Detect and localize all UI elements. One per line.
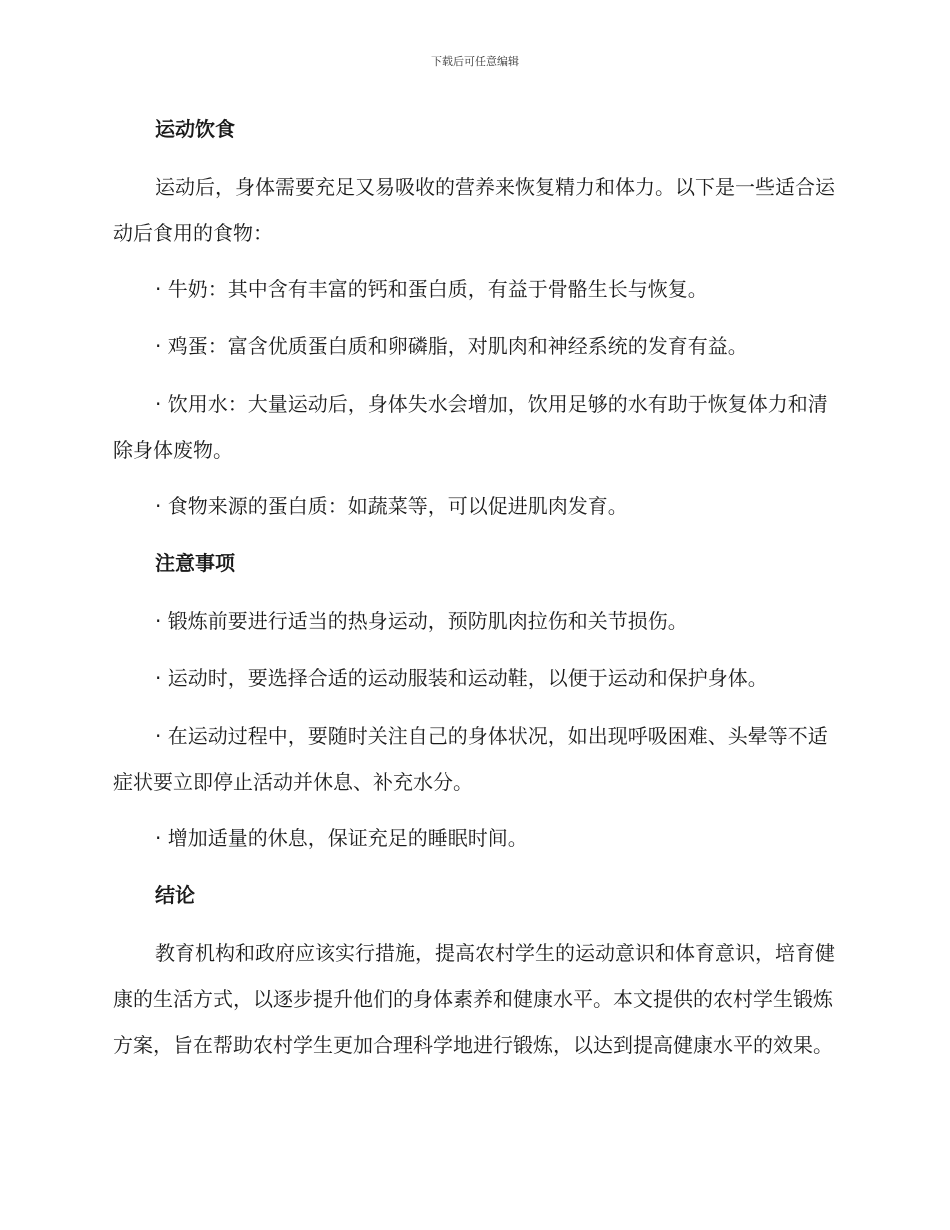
section-title-notes: 注意事项 — [155, 551, 235, 575]
page-header: 下载后可任意编辑 — [431, 55, 519, 68]
notes-item-monitor: · 在运动过程中，要随时关注自己的身体状况，如出现呼吸困难、头晕等不适症状要立即停止活动并休息、补充水分。 — [113, 724, 828, 794]
diet-item-milk: · 牛奶：其中含有丰富的钙和蛋白质，有益于骨骼生长与恢复。 — [155, 277, 708, 301]
conclusion-paragraph: 教育机构和政府应该实行措施，提高农村学生的运动意识和体育意识，培育健康的生活方式，以逐步提升他们的身体素养和健康水平。本文提供的农村学生锻炼方案，旨在帮助农村学生更加合理科学地进行锻炼，以达到提高健康水平的效果。 — [113, 941, 835, 1057]
notes-item-rest: · 增加适量的休息，保证充足的睡眠时间。 — [155, 826, 528, 850]
notes-item-clothing: · 运动时，要选择合适的运动服装和运动鞋，以便于运动和保护身体。 — [155, 666, 768, 690]
diet-item-water: · 饮用水：大量运动后，身体失水会增加，饮用足够的水有助于恢复体力和清除身体废物。 — [113, 392, 828, 462]
section-title-conclusion: 结论 — [155, 883, 195, 907]
diet-item-protein: · 食物来源的蛋白质：如蔬菜等，可以促进肌肉发育。 — [155, 494, 628, 518]
notes-item-warmup: · 锻炼前要进行适当的热身运动，预防肌肉拉伤和关节损伤。 — [155, 609, 688, 633]
diet-item-egg: · 鸡蛋：富含优质蛋白质和卵磷脂，对肌肉和神经系统的发育有益。 — [155, 334, 748, 358]
diet-intro-paragraph: 运动后，身体需要充足又易吸收的营养来恢复精力和体力。以下是一些适合运动后食用的食物： — [113, 175, 835, 245]
section-title-diet: 运动饮食 — [155, 117, 235, 141]
